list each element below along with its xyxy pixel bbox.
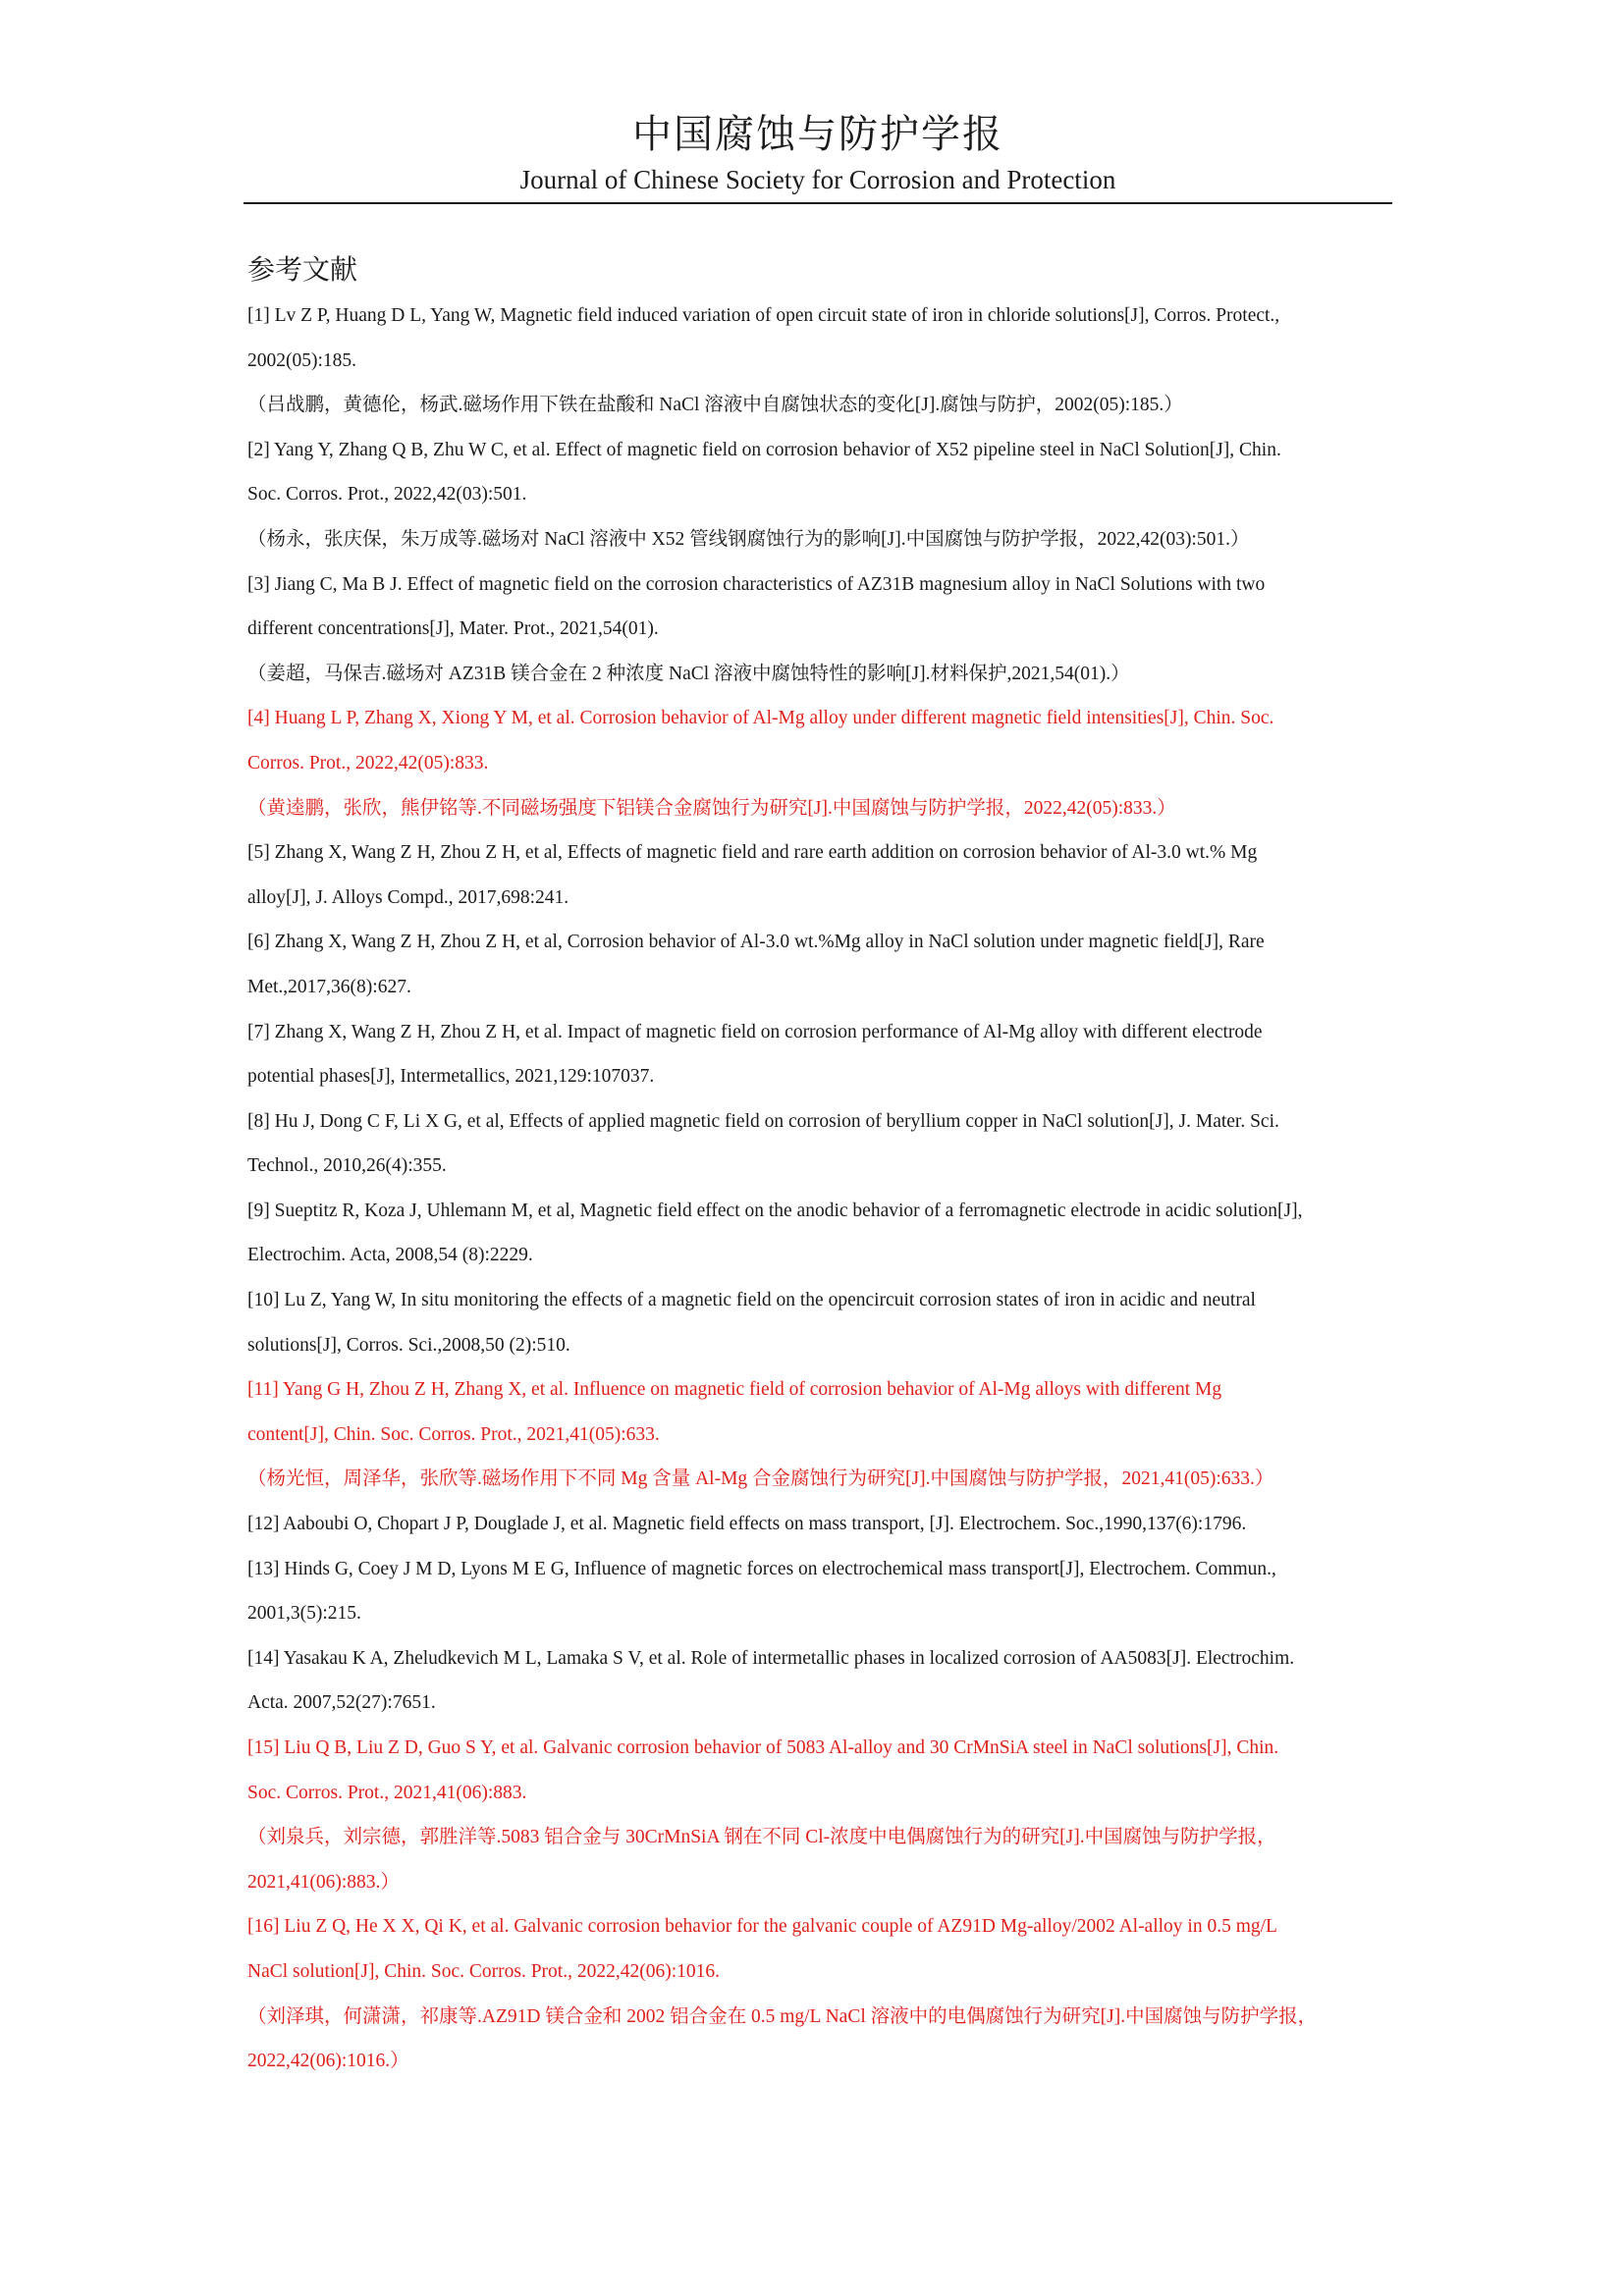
- reference-line: potential phases[J], Intermetallics, 2021,129:107037.: [247, 1066, 655, 1088]
- reference-line: [14] Yasakau K A, Zheludkevich M L, Lamaka S V, et al. Role of intermetallic phases in localized corrosion of AA5083[J]. Electrochim.: [247, 1647, 1295, 1669]
- reference-line: [11] Yang G H, Zhou Z H, Zhang X, et al. Influence on magnetic field of corrosion behavior of Al-Mg alloys with different Mg: [247, 1379, 1222, 1401]
- reference-item: [247, 294, 1386, 428]
- reference-line: Electrochim. Acta, 2008,54 (8):2229.: [247, 1245, 533, 1266]
- reference-line: Soc. Corros. Prot., 2022,42(03):501.: [247, 484, 527, 506]
- reference-line: Technol., 2010,26(4):355.: [247, 1155, 447, 1177]
- reference-line: different concentrations[J], Mater. Prot., 2021,54(01).: [247, 618, 659, 640]
- reference-line: [5] Zhang X, Wang Z H, Zhou Z H, et al, Effects of magnetic field and rare earth addition on corrosion behavior of Al-3.0 wt.% Mg: [247, 842, 1258, 864]
- reference-line: [3] Jiang C, Ma B J. Effect of magnetic field on the corrosion characteristics of AZ31B magnesium alloy in NaCl Solutions with two: [247, 573, 1266, 595]
- reference-line: [16] Liu Z Q, He X X, Qi K, et al. Galvanic corrosion behavior for the galvanic couple of AZ91D Mg-alloy/2002 Al-alloy in 0.5 mg/L: [247, 1916, 1277, 1938]
- reference-line: 2021,41(06):883.）: [247, 1871, 400, 1893]
- reference-item: [247, 696, 1386, 830]
- journal-title-english: Journal of Chinese Society for Corrosion and Protection: [519, 165, 1116, 194]
- reference-line: [8] Hu J, Dong C F, Li X G, et al, Effects of applied magnetic field on corrosion of beryllium copper in NaCl solution[J], J. Mater. Sci.: [247, 1110, 1279, 1132]
- journal-title-chinese: 中国腐蚀与防护学报: [632, 112, 1003, 156]
- reference-line: [10] Lu Z, Yang W, In situ monitoring the effects of a magnetic field on the opencircuit corrosion states of iron in acidic and neutral: [247, 1290, 1256, 1311]
- references-heading: 参考文献: [247, 255, 358, 286]
- reference-line: Acta. 2007,52(27):7651.: [247, 1692, 436, 1714]
- reference-item: [247, 1010, 1386, 1099]
- reference-item: [247, 428, 1386, 562]
- reference-line: 2002(05):185.: [247, 349, 357, 371]
- reference-line: [12] Aaboubi O, Chopart J P, Douglade J, et al. Magnetic field effects on mass transport, [J]. Electrochem. Soc.,1990,137(6):1796.: [247, 1514, 1247, 1535]
- reference-line: [9] Sueptitz R, Koza J, Uhlemann M, et al, Magnetic field effect on the anodic behavior of a ferromagnetic electrode in acidic solution[J],: [247, 1200, 1303, 1221]
- reference-line: Met.,2017,36(8):627.: [247, 976, 411, 997]
- reference-item: [247, 1367, 1386, 1502]
- reference-line: （杨永，张庆保，朱万成等.磁场对 NaCl 溶液中 X52 管线钢腐蚀行为的影响[J].中国腐蚀与防护学报，2022,42(03):501.）: [247, 528, 1250, 550]
- reference-line: （杨光恒，周泽华，张欣等.磁场作用下不同 Mg 含量 Al-Mg 合金腐蚀行为研究[J].中国腐蚀与防护学报，2021,41(05):633.）: [247, 1468, 1274, 1490]
- reference-line: [13] Hinds G, Coey J M D, Lyons M E G, Influence of magnetic forces on electrochemical mass transport[J], Electrochem. Commun.,: [247, 1558, 1276, 1579]
- reference-line: （吕战鹏，黄德伦，杨武.磁场作用下铁在盐酸和 NaCl 溶液中自腐蚀状态的变化[J].腐蚀与防护，2002(05):185.）: [247, 395, 1183, 416]
- reference-line: （刘泉兵，刘宗德，郭胜洋等.5083 铝合金与 30CrMnSiA 钢在不同 Cl-浓度中电偶腐蚀行为的研究[J].中国腐蚀与防护学报，: [247, 1827, 1276, 1848]
- reference-item: [247, 1502, 1386, 1547]
- reference-line: （姜超，马保吉.磁场对 AZ31B 镁合金在 2 种浓度 NaCl 溶液中腐蚀特性的影响[J].材料保护,2021,54(01).）: [247, 663, 1130, 684]
- reference-item: [247, 920, 1386, 1009]
- reference-line: [4] Huang L P, Zhang X, Xiong Y M, et al. Corrosion behavior of Al-Mg alloy under different magnetic field intensities[J], Chin. Soc.: [247, 708, 1274, 729]
- reference-line: solutions[J], Corros. Sci.,2008,50 (2):510.: [247, 1334, 570, 1356]
- reference-line: [2] Yang Y, Zhang Q B, Zhu W C, et al. Effect of magnetic field on corrosion behavior of X52 pipeline steel in NaCl Solution[J], Chin.: [247, 439, 1281, 460]
- reference-line: [1] Lv Z P, Huang D L, Yang W, Magnetic field induced variation of open circuit state of iron in chloride solutions[J], Corros. Protect.,: [247, 305, 1280, 326]
- reference-item: [247, 562, 1386, 697]
- header-divider: [244, 202, 1392, 204]
- reference-line: [6] Zhang X, Wang Z H, Zhou Z H, et al, Corrosion behavior of Al-3.0 wt.%Mg alloy in NaCl solution under magnetic field[J], Rare: [247, 932, 1265, 953]
- reference-line: [7] Zhang X, Wang Z H, Zhou Z H, et al. Impact of magnetic field on corrosion performance of Al-Mg alloy with different electrode: [247, 1021, 1263, 1042]
- reference-line: （黄逵鹏，张欣，熊伊铭等.不同磁场强度下铝镁合金腐蚀行为研究[J].中国腐蚀与防护学报，2022,42(05):833.）: [247, 797, 1176, 819]
- reference-line: （刘泽琪，何潇潇，祁康等.AZ91D 镁合金和 2002 铝合金在 0.5 mg/L NaCl 溶液中的电偶腐蚀行为研究[J].中国腐蚀与防护学报，: [247, 2005, 1318, 2027]
- reference-line: content[J], Chin. Soc. Corros. Prot., 2021,41(05):633.: [247, 1423, 660, 1445]
- reference-line: Soc. Corros. Prot., 2021,41(06):883.: [247, 1782, 527, 1803]
- reference-line: Corros. Prot., 2022,42(05):833.: [247, 752, 489, 774]
- reference-item: [247, 1547, 1386, 1636]
- reference-line: [15] Liu Q B, Liu Z D, Guo S Y, et al. Galvanic corrosion behavior of 5083 Al-alloy and 30 CrMnSiA steel in NaCl solutions[J], Chin.: [247, 1737, 1279, 1758]
- reference-item: [247, 1636, 1386, 1726]
- reference-line: alloy[J], J. Alloys Compd., 2017,698:241.: [247, 886, 569, 908]
- reference-line: 2022,42(06):1016.）: [247, 2051, 409, 2072]
- reference-item: [247, 1099, 1386, 1189]
- reference-item: [247, 1904, 1386, 2083]
- reference-item: [247, 1189, 1386, 1278]
- reference-list: [247, 294, 1386, 2084]
- reference-item: [247, 1726, 1386, 1904]
- reference-line: 2001,3(5):215.: [247, 1603, 361, 1625]
- reference-line: NaCl solution[J], Chin. Soc. Corros. Prot., 2022,42(06):1016.: [247, 1960, 720, 1982]
- reference-item: [247, 1278, 1386, 1367]
- reference-item: [247, 830, 1386, 920]
